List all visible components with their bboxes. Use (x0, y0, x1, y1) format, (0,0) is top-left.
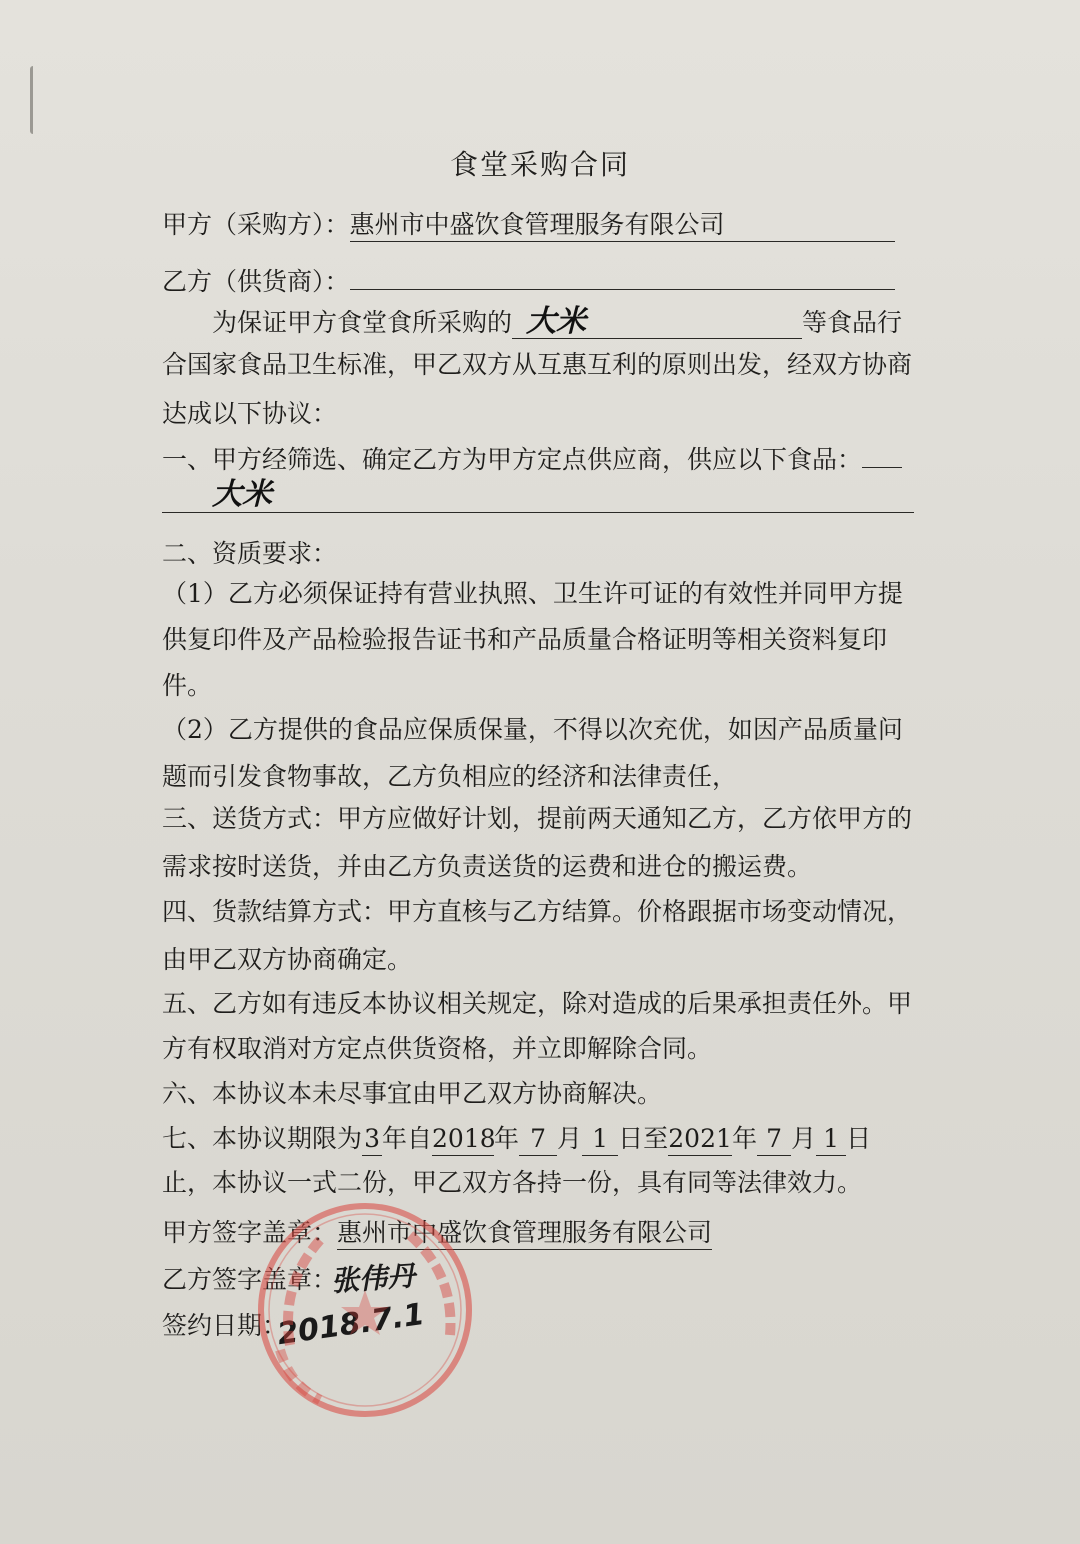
text-ri: 日 (846, 1124, 872, 1153)
start-year: 2018 (432, 1123, 494, 1156)
clause-2-1-line-c: 件。 (162, 671, 213, 700)
party-b-label: 乙方（供货商）： (162, 267, 350, 296)
clause-6-line: 六、本协议本未尽事宜由甲乙双方协商解决。 (162, 1079, 663, 1108)
clause-2-2-line-b: 题而引发食物事故，乙方负相应的经济和法律责任， (162, 762, 738, 791)
sign-a-line (162, 1216, 1080, 1250)
clause-1-underline (162, 512, 914, 513)
text-ri-zhi: 日至 (618, 1124, 669, 1153)
intro-line-2: 合国家食品卫生标准，甲乙双方从互惠互利的原则出发，经双方协商 (162, 350, 913, 379)
party-b-value (350, 289, 895, 290)
clause-2-1-line-b: 供复印件及产品检验报告证书和产品质量合格证明等相关资料复印 (162, 625, 888, 654)
end-year: 2021 (668, 1123, 732, 1156)
text-yue: 月 (557, 1124, 583, 1153)
clause-1-text: 一、甲方经筛选、确定乙方为甲方定点供应商，供应以下食品： (162, 445, 863, 474)
staple-mark (30, 66, 39, 134)
end-day: 1 (816, 1123, 846, 1156)
clause-7-line-b: 止，本协议一式二份，甲乙双方各持一份，具有同等法律效力。 (162, 1168, 863, 1197)
clause-2-1-line-a: （1）乙方必须保证持有营业执照、卫生许可证的有效性并同甲方提 (162, 579, 903, 608)
clause-4-line-a: 四、货款结算方式：甲方直核与乙方结算。价格跟据市场变动情况， (162, 897, 913, 926)
sign-b-signature: 张伟丹 (329, 1259, 417, 1298)
party-a-line (162, 208, 1080, 242)
document-title: 食堂采购合同 (449, 148, 630, 181)
clause-5-line-a: 五、乙方如有违反本协议相关规定，除对造成的后果承担责任外。甲 (162, 989, 913, 1018)
intro-line-1 (212, 306, 1080, 340)
clause-2-2-line-a: （2）乙方提供的食品应保质保量，不得以次充优，如因产品质量问 (162, 715, 903, 744)
date-value-handwritten: 2018.7.1 (275, 1296, 427, 1353)
intro-product-handwritten: 大米 (512, 306, 802, 339)
date-label: 签约日期： (162, 1311, 288, 1340)
clause-5-line-b: 方有权取消对方定点供货资格，并立即解除合同。 (162, 1034, 713, 1063)
clause-7-line-a (162, 1122, 1080, 1156)
clause-1-blank (862, 467, 902, 468)
text-nian: 年 (494, 1124, 520, 1153)
clause-3-line-b: 需求按时送货，并由乙方负责送货的运费和进仓的搬运费。 (162, 852, 813, 881)
end-month: 7 (757, 1123, 791, 1156)
start-day: 1 (582, 1123, 618, 1156)
sign-a-value: 惠州市中盛饮食管理服务有限公司 (337, 1217, 712, 1250)
clause-1-line (162, 443, 1080, 477)
start-month: 7 (519, 1123, 557, 1156)
intro-text-a: 为保证甲方食堂食所采购的 (212, 308, 513, 337)
text-nian-zi: 年自 (382, 1124, 433, 1153)
text-yue-2: 月 (791, 1124, 817, 1153)
date-line (162, 1296, 1080, 1353)
intro-line-3: 达成以下协议： (162, 399, 338, 428)
party-a-label: 甲方（采购方）： (162, 210, 350, 239)
term-years: 3 (362, 1123, 382, 1156)
clause-4-line-b: 由甲乙双方协商确定。 (162, 945, 413, 974)
sign-a-label: 甲方签字盖章： (162, 1218, 338, 1247)
intro-text-b: 等食品行 (802, 308, 903, 337)
text-nian-2: 年 (732, 1124, 758, 1153)
clause-2-title: 二、资质要求： (162, 539, 338, 568)
sign-b-line (162, 1259, 1080, 1298)
sign-b-label: 乙方签字盖章： (162, 1265, 338, 1294)
party-a-value: 惠州市中盛饮食管理服务有限公司 (350, 209, 895, 242)
clause-7-prefix: 七、本协议期限为 (162, 1124, 363, 1153)
clause-3-line-a: 三、送货方式：甲方应做好计划，提前两天通知乙方，乙方依甲方的 (162, 804, 913, 833)
clause-1-product-handwritten: 大米 (212, 477, 272, 512)
party-b-line (162, 265, 1080, 299)
